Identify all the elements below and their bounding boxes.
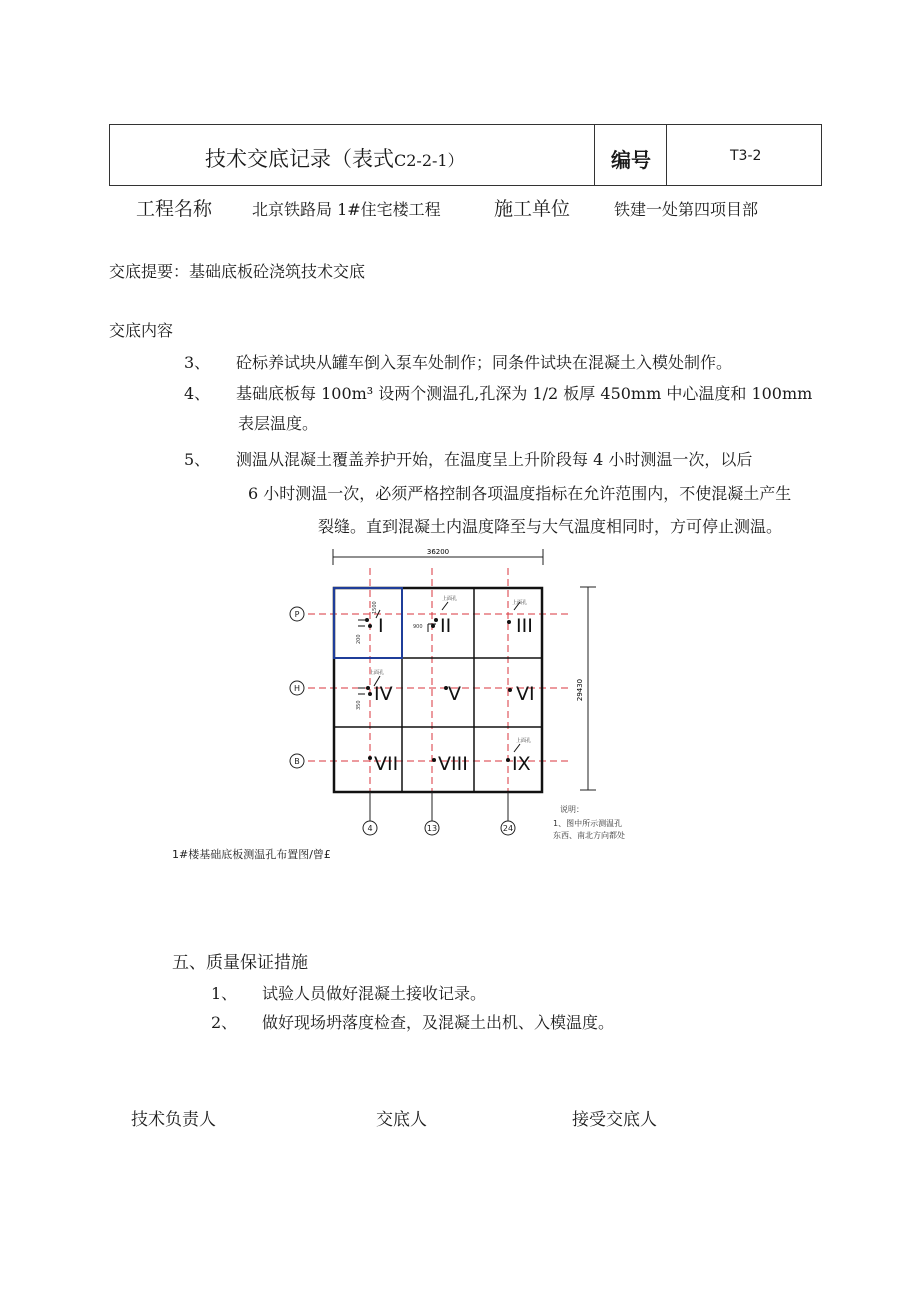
item-5-cont: 6 小时测温一次，必须严格控制各项温度指标在允许范围内，不使混凝土产生 (248, 484, 792, 503)
figure-caption: 1#楼基础底板测温孔布置图/曾£ (172, 848, 331, 861)
item-5-text: 测温从混凝土覆盖养护开始，在温度呈上升阶段每 4 小时测温一次，以后 (236, 450, 753, 469)
item-4-cont: 表层温度。 (238, 414, 319, 433)
receiver-label: 接受交底人 (572, 1110, 657, 1130)
item-3-text: 砼标养试块从罐车倒入泵车处制作；同条件试块在混凝土入模处制作。 (236, 353, 733, 372)
cell-label: IV (374, 683, 393, 705)
section-title: 五、质量保证措施 (172, 953, 308, 973)
hole-note: 上面孔 (516, 738, 532, 744)
cell-label: III (516, 615, 533, 637)
axis-label-col: 13 (426, 824, 438, 833)
header-divider (594, 125, 595, 185)
construction-unit-value: 铁建一处第四项目部 (614, 200, 759, 219)
dim-right-label: 29430 (576, 678, 584, 702)
note-title: 说明： (560, 805, 584, 814)
item-4-num: 4、 (184, 384, 211, 403)
hole-note: 上面孔 (369, 670, 385, 676)
summary: 交底提要：基础底板砼浇筑技术交底 (109, 262, 366, 281)
section-item-text: 试验人员做好混凝土接收记录。 (262, 984, 487, 1003)
project-name-label: 工程名称 (136, 198, 213, 220)
axis-label-col: 24 (502, 824, 514, 833)
axis-label-row: B (294, 757, 300, 766)
code-label: 编号 (611, 148, 651, 172)
dim-note: 350 (356, 700, 362, 710)
item-5-num: 5、 (184, 450, 211, 469)
note-line: 1、图中所示测温孔 (553, 819, 623, 828)
hole-note: 上面孔 (512, 600, 528, 606)
presenter-label: 交底人 (376, 1110, 427, 1130)
section-item-text: 做好现场坍落度检查，及混凝土出机、入模温度。 (262, 1013, 615, 1032)
section-item-num: 1、 (211, 984, 238, 1003)
axis-label-row: P (294, 610, 300, 619)
dim-note: 1500 (372, 601, 378, 614)
cell-label: VIII (438, 753, 468, 775)
cell-label: II (440, 615, 452, 637)
section-item-num: 2、 (211, 1013, 238, 1032)
item-3-num: 3、 (184, 353, 211, 372)
hole-note: 上面孔 (442, 596, 458, 602)
cell-label: IX (512, 753, 531, 775)
cell-label: VII (374, 753, 399, 775)
temperature-hole-layout-drawing (270, 540, 660, 845)
code-value: T3-2 (730, 148, 762, 164)
axis-label-col: 4 (367, 824, 373, 833)
item-4-text: 基础底板每 100m³ 设两个测温孔,孔深为 1/2 板厚 450mm 中心温度和 100mm (236, 384, 813, 403)
axis-label-row: H (293, 684, 301, 693)
dim-note: 900 (413, 624, 423, 630)
construction-unit-label: 施工单位 (494, 198, 571, 220)
cell-label: VI (516, 683, 535, 705)
form-title: 技术交底记录（表式C2-2-1） (205, 147, 464, 171)
header-divider (666, 125, 667, 185)
cell-label: I (378, 615, 384, 637)
tech-lead-label: 技术负责人 (131, 1110, 216, 1130)
note-line: 东西、南北方向都处 (553, 831, 625, 840)
content-title: 交底内容 (109, 321, 174, 340)
dim-note: 200 (356, 634, 362, 644)
item-5-cont2: 裂缝。直到混凝土内温度降至与大气温度相同时，方可停止测温。 (318, 517, 783, 536)
cell-label: V (448, 683, 461, 705)
dim-top-label: 36200 (426, 548, 450, 556)
project-name-value: 北京铁路局 1#住宅楼工程 (252, 200, 441, 219)
